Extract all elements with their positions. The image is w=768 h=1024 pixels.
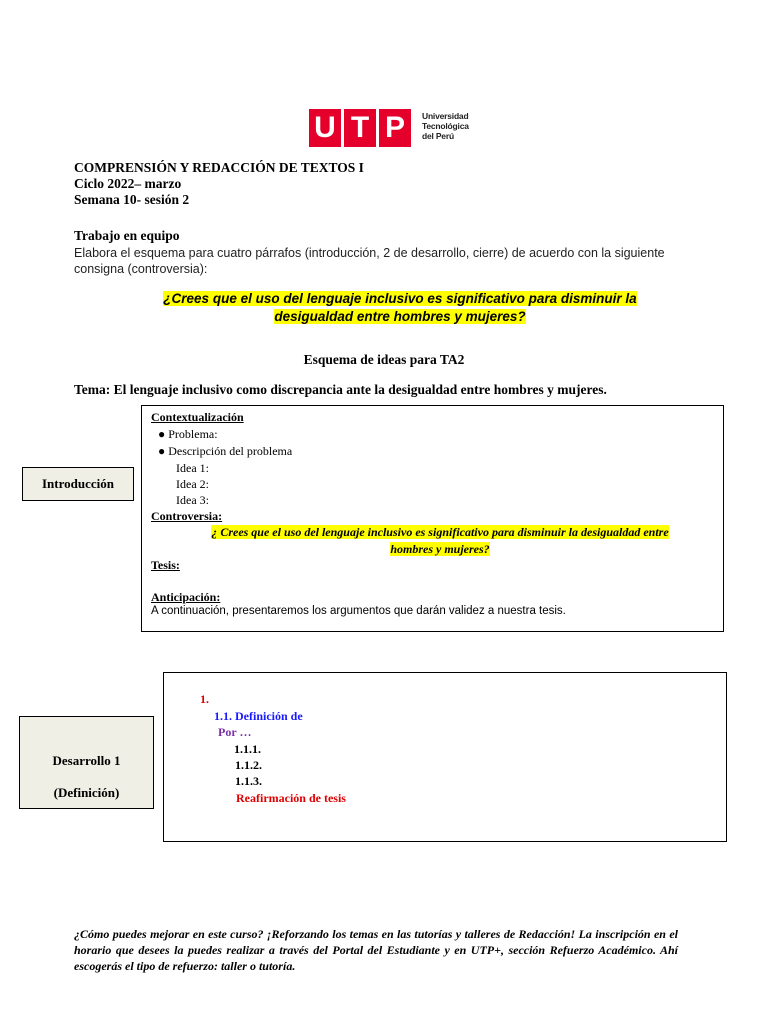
controversia-heading: Controversia: xyxy=(151,509,223,523)
intro-box xyxy=(141,405,724,632)
definicion-line: 1.1. Definición de xyxy=(214,709,303,723)
main-question xyxy=(140,290,660,326)
main-question-line-1: ¿Crees que el uso del lenguaje inclusivo es significativo para disminuir la xyxy=(163,291,637,306)
esquema-title: Esquema de ideas para TA2 xyxy=(303,352,465,367)
idea-1: Idea 1: xyxy=(176,461,209,475)
anticipacion-text: A continuación, presentaremos los argumentos que darán validez a nuestra tesis. xyxy=(151,605,566,617)
logo-university-name: Universidad Tecnológica del Perú xyxy=(422,111,469,141)
bullet-problema: ● Problema: xyxy=(158,427,218,441)
idea-2: Idea 2: xyxy=(176,477,209,491)
course-week: Semana 10- sesión 2 xyxy=(74,192,190,207)
intro-question: ¿ Crees que el uso del lenguaje inclusivo es significativo para disminuir la desigualdad entre hombres y mujeres? xyxy=(211,525,669,556)
por-line: Por … xyxy=(218,725,252,739)
logo-letter-t: T xyxy=(344,109,376,147)
desarrollo-box xyxy=(163,672,727,842)
tesis-heading: Tesis: xyxy=(151,558,180,572)
desarrollo-label-subtitle: (Definición) xyxy=(53,785,120,800)
sub-item-1: 1.1.1. xyxy=(234,742,261,756)
tema-line: Tema: El lenguaje inclusivo como discrepancia ante la desigualdad entre hombres y mujeres. xyxy=(74,382,607,397)
desarrollo-label-title: Desarrollo 1 xyxy=(52,753,121,768)
footer-note: ¿Cómo puedes mejorar en este curso? ¡Reforzando los temas en las tutorías y talleres de Redacción! La inscripción en el horario que desees la puedes realizar a través del Portal del Estudiante y en UTP+, sección Refuerzo Académico. Ahí escogerás el tipo de refuerzo: taller o tutoría. xyxy=(74,927,678,973)
intro-label: Introducción xyxy=(22,467,134,501)
desarrollo-label xyxy=(19,716,154,809)
work-title: Trabajo en equipo xyxy=(74,228,180,243)
main-question-line-2: desigualdad entre hombres y mujeres? xyxy=(274,309,526,324)
desarrollo-number: 1. xyxy=(200,692,209,706)
course-title: COMPRENSIÓN Y REDACCIÓN DE TEXTOS I xyxy=(74,160,364,175)
course-cycle: Ciclo 2022– marzo xyxy=(74,176,182,191)
reafirmacion-line: Reafirmación de tesis xyxy=(236,791,346,805)
work-instructions: Elabora el esquema para cuatro párrafos (introducción, 2 de desarrollo, cierre) de acuerdo con la siguiente consigna (controversia): xyxy=(74,246,665,276)
logo-letter-u: U xyxy=(309,109,341,147)
utp-logo xyxy=(309,109,471,147)
anticipacion-heading: Anticipación: xyxy=(151,590,221,604)
sub-item-2: 1.1.2. xyxy=(235,758,262,772)
sub-item-3: 1.1.3. xyxy=(235,774,262,788)
bullet-descripcion: ● Descripción del problema xyxy=(158,444,293,458)
idea-3: Idea 3: xyxy=(176,493,209,507)
contextualizacion-heading: Contextualización xyxy=(151,410,244,424)
logo-letter-p: P xyxy=(379,109,411,147)
course-header xyxy=(74,160,364,208)
